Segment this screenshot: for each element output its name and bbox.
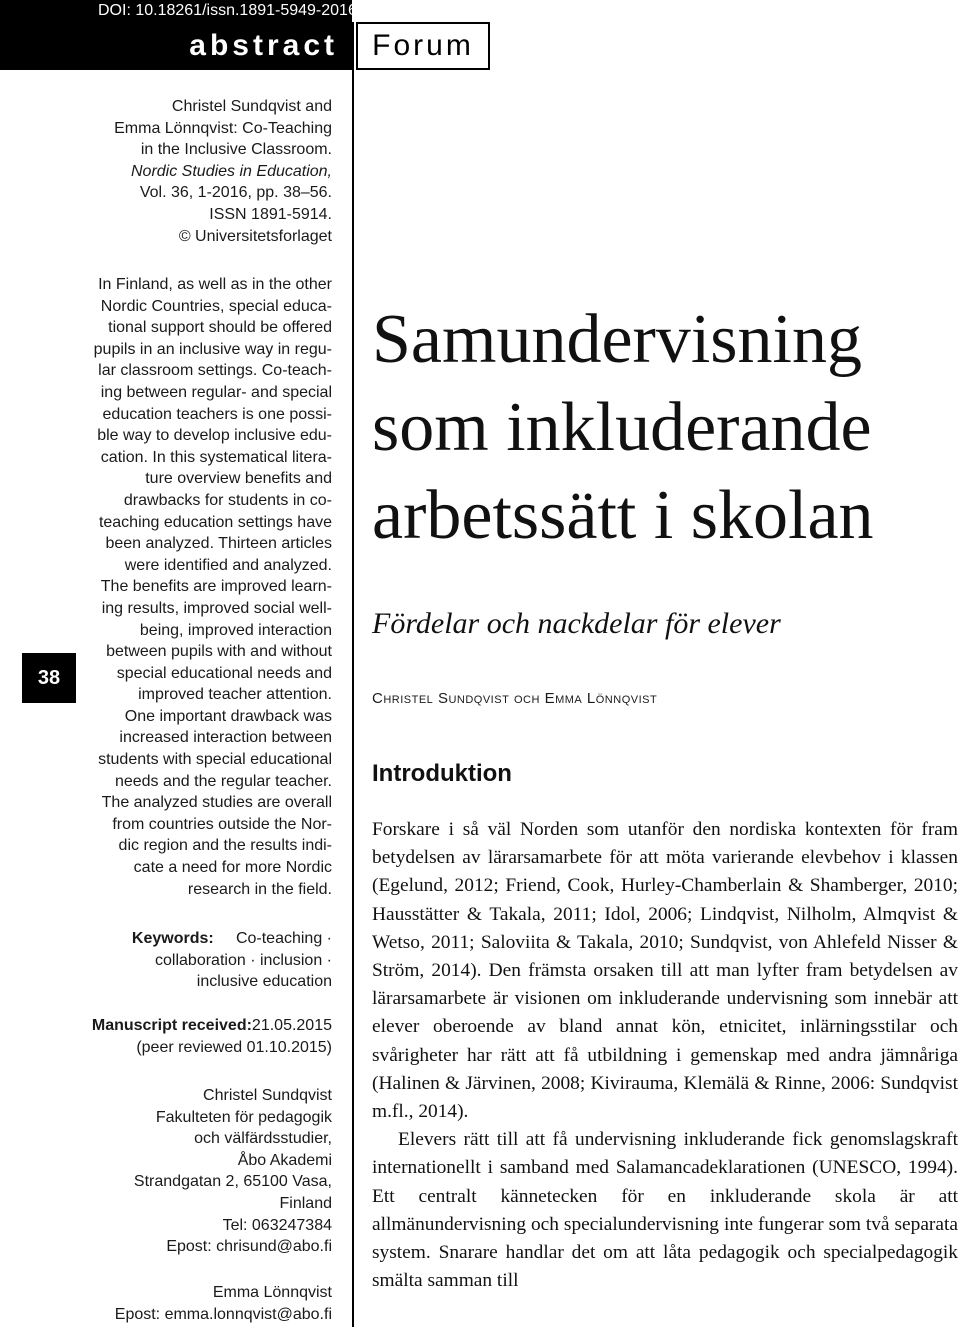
citation-journal: Nordic Studies in Education, [131,162,332,180]
keywords-label: Keywords: [131,930,214,947]
contact-block-2 [88,1282,332,1325]
manuscript-label: Manuscript received: [91,1017,252,1034]
keywords-value-3: inclusive education [196,973,332,991]
abstract-line: education teachers is one possi- [102,405,332,423]
abstract-line: between pupils with and without [106,643,332,661]
abstract-line: drawbacks for students in co- [123,491,332,509]
abstract-line: increased interaction between [119,729,332,747]
abstract-line: The benefits are improved learn- [100,578,332,596]
abstract-line: pupils in an inclusive way in regu- [93,340,332,358]
title-line: Samundervisning [372,301,862,378]
abstract-line: teaching education settings have [98,513,332,531]
citation-authors-1: Christel Sundqvist and [171,98,332,115]
keywords-value-1: Co-teaching · [235,930,332,947]
page-number: 38 [22,653,76,703]
keywords-value-2: collaboration · inclusion · [155,951,332,969]
citation-volume: Vol. 36, 1-2016, pp. 38–56. [139,184,332,202]
abstract-line: needs and the regular teacher. [114,772,332,790]
contact-line: Emma Lönnqvist [212,1284,332,1301]
abstract-line: The analyzed studies are overall [101,794,332,812]
abstract-line: were identified and analyzed. [124,556,332,574]
manuscript-received-date: 21.05.2015 [251,1017,332,1034]
contact-line: Strandgatan 2, 65100 Vasa, [133,1173,332,1191]
citation-issn: ISSN 1891-5914. [209,205,332,223]
contact-line: och välfärdsstudier, [194,1130,332,1148]
contact-line: Fakulteten för pedagogik [155,1108,332,1126]
contact-line: Finland [279,1194,332,1212]
abstract-line: One important drawback was [124,707,332,725]
contact-block-1 [88,1085,332,1258]
forum-heading: Forum [356,22,490,70]
abstract-line: from countries outside the Nor- [112,815,332,833]
paragraph: Elevers rätt till att få undervisning inkluderande fick genomslagskraft internationellt i samband med Salamancadeklarationen (UNESCO, 1994). Ett centralt kännetecken för en inkluderande skola är att allmänundervisning och specialundervisning inte fungerar som två separata system. Snarare handlar det om att låta pedagogik och specialpedagogik smälta samman till [372,1129,958,1292]
title-line: arbetssätt i skolan [372,477,874,554]
paragraph: Forskare i så väl Norden som utanför den nordiska kontexten för fram betydelsen av lärarsamarbete för att möta varierande elevbehov i klassen (Egelund, 2012; Friend, Cook, Hurley-Chamberlain & Shamberger, 2010; Hausstätter & Takala, 2011; Idol, 2006; Lindqvist, Nilholm, Almqvist & Wetso, 2011; Saloviita & Takala, 2010; Sundqvist, von Ahlefeld Nisser & Ström, 2014). Den främsta orsaken till att man lyfter fram betydelsen av lärarsamarbete är visionen om inkluderande undervisning som innebär att elever oberoende av bland annat kön, etnicitet, inlärningsstilar och svårigheter har rätt att få utbildning i gemenskap med andra jämnåriga (Halinen & Järvinen, 2008; Kivirauma, Klemälä & Rinne, 2006: Sundqvist m.fl., 2014). [372,819,958,1123]
article-title [372,296,958,560]
section-heading: Introduktion [372,760,512,787]
abstract-line: dic region and the results indi- [118,837,332,855]
doi-label [0,0,404,22]
abstract-line: ble way to develop inclusive edu- [97,427,332,445]
abstract-line: been analyzed. Thirteen articles [105,535,332,553]
contact-line: Epost: emma.lonnqvist@abo.fi [114,1305,332,1323]
article-authors: Christel Sundqvist och Emma Lönnqvist [372,690,658,707]
contact-line: Epost: chrisund@abo.fi [166,1238,332,1256]
citation-authors-2: Emma Lönnqvist: Co-Teaching [114,119,332,137]
column-divider [352,22,354,1327]
contact-line: Åbo Akademi [237,1151,332,1169]
manuscript-block [88,1015,332,1058]
abstract-text [88,274,332,900]
abstract-line: ing between regular- and special [100,383,332,401]
abstract-line: ture overview benefits and [145,470,332,488]
article-subtitle: Fördelar och nackdelar för elever [372,607,781,640]
doi-text: DOI: 10.18261/issn.1891-5949-2016-01-04 [98,2,404,19]
abstract-line: special educational needs and [116,664,332,682]
keywords-block [88,928,332,993]
manuscript-reviewed: (peer reviewed 01.10.2015) [136,1038,332,1056]
abstract-line: In Finland, as well as in the other [98,276,332,293]
abstract-line: research in the field. [187,880,332,898]
abstract-line: cation. In this systematical litera- [100,448,332,466]
abstract-line: ing results, improved social well- [101,599,332,617]
citation-title: in the Inclusive Classroom. [140,141,332,159]
manuscript-received-line [88,1015,332,1037]
citation-copyright: © Universitetsforlaget [178,227,332,245]
abstract-line: Nordic Countries, special educa- [100,297,332,315]
contact-line: Tel: 063247384 [222,1216,332,1234]
abstract-line: lar classroom settings. Co-teach- [98,362,332,380]
citation-block [88,96,332,247]
abstract-line: improved teacher attention. [138,686,332,704]
abstract-line: being, improved interaction [139,621,332,639]
title-line: som inkluderande [372,389,872,466]
abstract-heading: abstract [0,22,352,70]
abstract-line: students with special educational [98,751,332,769]
contact-line: Christel Sundqvist [203,1087,332,1104]
abstract-line: tional support should be offered [108,319,332,337]
body-text [372,816,958,1295]
keywords-line-1 [88,928,332,950]
abstract-line: cate a need for more Nordic [133,859,332,877]
